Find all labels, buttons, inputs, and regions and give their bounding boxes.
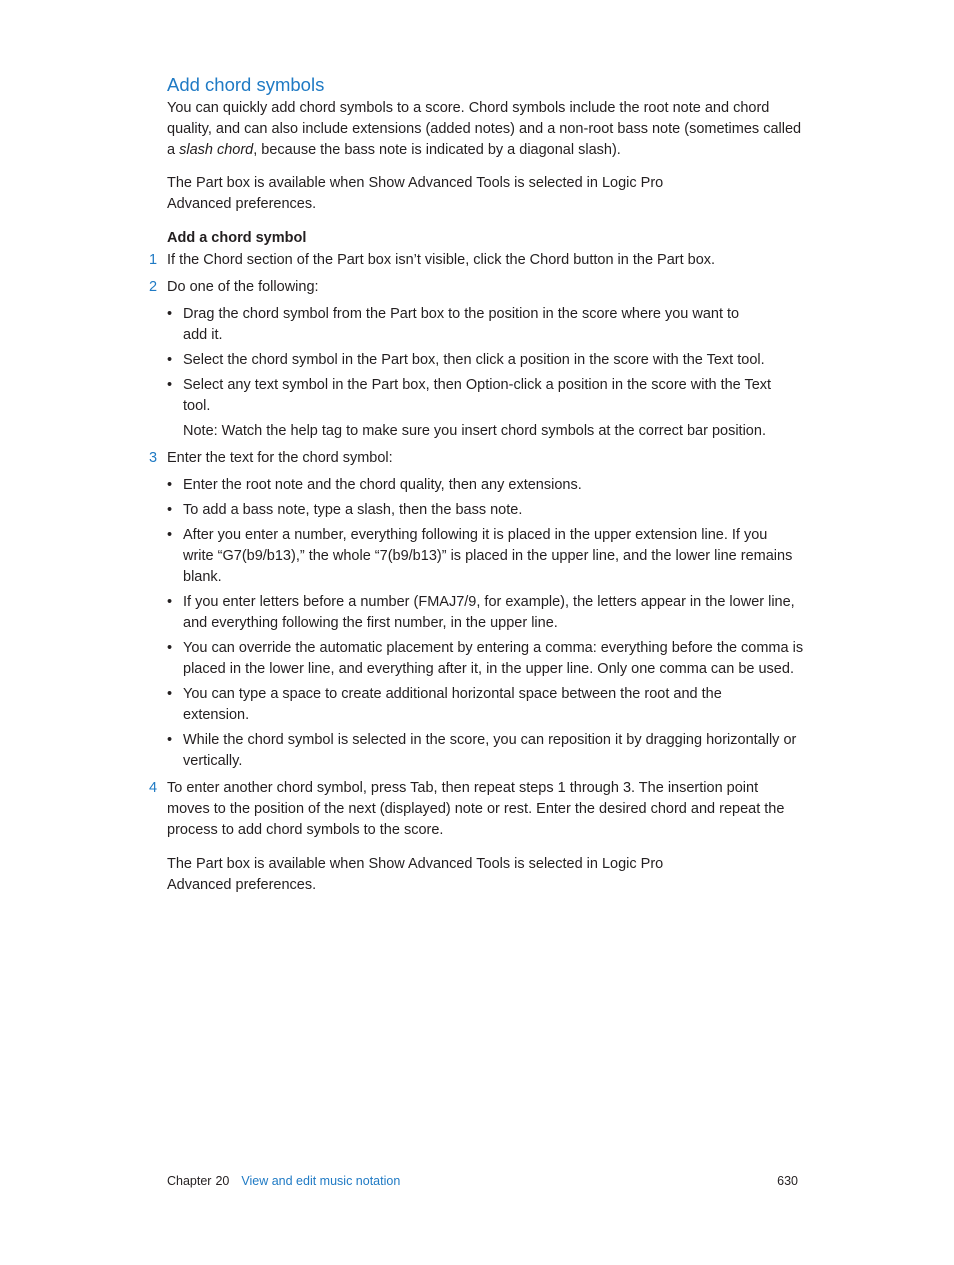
bullet-icon: •: [167, 306, 173, 322]
list-item: [167, 638, 808, 680]
bullet-icon: •: [167, 732, 173, 748]
step-number: 4: [149, 780, 158, 796]
step-number: 3: [149, 450, 158, 466]
list-item: [167, 730, 813, 772]
list-item: [167, 475, 802, 496]
step-text: To enter another chord symbol, press Tab, then repeat steps 1 through 3. The insertion point moves to the position of the next (displayed) note or rest. Enter the desired chord and repeat the process to add chord symbols to the score.: [167, 780, 785, 838]
step-4: [149, 778, 802, 841]
bullet-list: [167, 475, 802, 772]
closing-availability-note: The Part box is available when Show Advanced Tools is selected in Logic Pro Advanced preferences.: [167, 856, 664, 893]
list-item-text: To add a bass note, type a slash, then the bass note.: [183, 502, 523, 518]
list-item: [167, 592, 798, 634]
list-item-text: While the chord symbol is selected in the score, you can reposition it by dragging horizontally or vertically.: [183, 732, 797, 769]
step-note: Note: Watch the help tag to make sure you insert chord symbols at the correct bar position.: [183, 423, 766, 439]
step-text: If the Chord section of the Part box isn’t visible, click the Chord button in the Part box.: [167, 252, 716, 268]
intro-text-part2: , because the bass note is indicated by a diagonal slash).: [253, 142, 621, 158]
bullet-icon: •: [167, 352, 173, 368]
step-2: [149, 277, 802, 442]
list-item: [167, 684, 743, 726]
task-heading: Add a chord symbol: [167, 230, 307, 246]
bullet-icon: •: [167, 477, 173, 493]
step-text: Enter the text for the chord symbol:: [167, 450, 393, 466]
step-number: 2: [149, 279, 158, 295]
bullet-icon: •: [167, 502, 173, 518]
bullet-icon: •: [167, 377, 173, 393]
bullet-icon: •: [167, 594, 173, 610]
chapter-title-link[interactable]: View and edit music notation: [241, 1174, 401, 1188]
list-item: [167, 500, 802, 521]
step-text: Do one of the following:: [167, 279, 319, 295]
list-item: [167, 304, 763, 346]
availability-note: The Part box is available when Show Advanced Tools is selected in Logic Pro Advanced preferences.: [167, 175, 664, 212]
page-footer: [167, 1172, 798, 1190]
bullet-list: [167, 304, 802, 417]
chapter-label: Chapter: [167, 1174, 212, 1188]
list-item-text: If you enter letters before a number (FMAJ7/9, for example), the letters appear in the lower line, and everything following the first number, in the upper line.: [183, 594, 795, 631]
bullet-icon: •: [167, 686, 173, 702]
list-item: [167, 350, 802, 371]
intro-italic-term: slash chord: [179, 142, 254, 158]
list-item-text: Select the chord symbol in the Part box, then click a position in the score with the Text tool.: [183, 352, 765, 368]
section-title: Add chord symbols: [167, 74, 325, 95]
bullet-icon: •: [167, 527, 173, 543]
step-1: [149, 250, 802, 271]
list-item-text: After you enter a number, everything following it is placed in the upper extension line. If you write “G7(b9/b13),” the whole “7(b9/b13)” is placed in the upper line, and the lower line remains blank.: [183, 527, 793, 585]
list-item-text: Enter the root note and the chord quality, then any extensions.: [183, 477, 582, 493]
list-item-text: You can override the automatic placement by entering a comma: everything before the comma is placed in the lower line, and everything after it, in the upper line. Only one comma can be used.: [183, 640, 804, 677]
step-number: 1: [149, 252, 158, 268]
intro-text-part1: You can quickly add chord symbols to a score. Chord symbols include the root note and chord quality, and can also include extensions (added notes) and a non-root bass note (sometimes called a: [167, 100, 802, 158]
list-item: [167, 525, 798, 588]
list-item-text: Select any text symbol in the Part box, then Option-click a position in the score with the Text tool.: [183, 377, 772, 414]
chapter-number: 20: [215, 1174, 230, 1188]
page-content: [149, 73, 804, 896]
intro-paragraph: [167, 98, 802, 161]
step-3: [149, 448, 804, 772]
list-item-text: You can type a space to create additional horizontal space between the root and the extension.: [183, 686, 722, 723]
page-number: 630: [777, 1174, 798, 1188]
list-item-text: Drag the chord symbol from the Part box to the position in the score where you want to add it.: [183, 306, 740, 343]
list-item: [167, 375, 783, 417]
bullet-icon: •: [167, 640, 173, 656]
